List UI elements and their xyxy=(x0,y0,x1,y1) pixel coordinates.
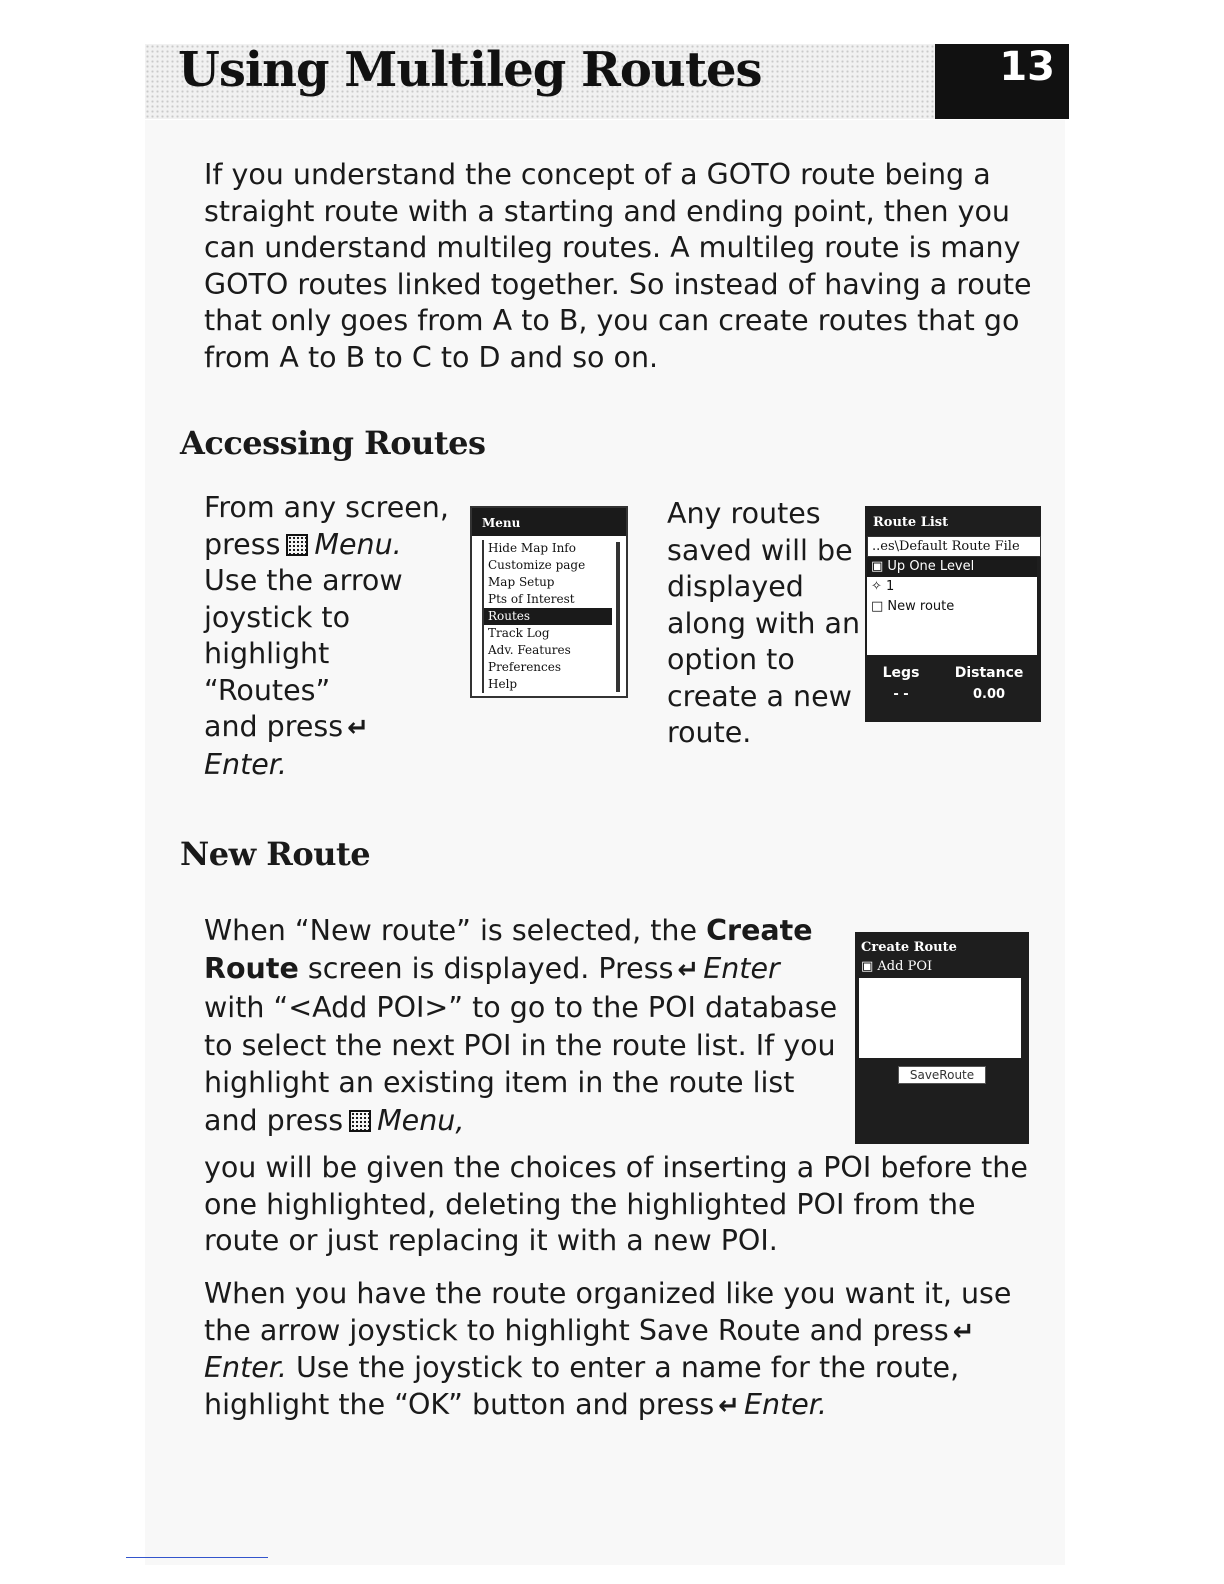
route-list-row-up: ▣ Up One Level xyxy=(867,557,1037,577)
menu-scrollbar xyxy=(616,542,620,692)
menu-title: Menu xyxy=(472,508,626,536)
enter-label: Enter. xyxy=(743,1387,827,1421)
legs-column xyxy=(883,665,920,702)
new-route-paragraph-1b: you will be given the choices of inserting a POI before the one highlighted, deleting the highlighted POI from the route or just replacing it with a new POI. xyxy=(204,1151,1028,1257)
new-route-paragraph-1a xyxy=(204,912,844,1139)
bottom-rule xyxy=(126,1557,268,1558)
accessing-menu: Menu. xyxy=(314,527,402,561)
menu-item: Preferences xyxy=(488,660,562,674)
add-poi-row: ▣ Add POI xyxy=(861,959,933,974)
menu-key-icon xyxy=(286,534,308,556)
menu-item: Map Setup xyxy=(488,575,555,589)
route-list-row-label: 1 xyxy=(886,579,895,594)
menu-item: Hide Map Info xyxy=(488,541,576,555)
legs-value: - - xyxy=(893,687,909,702)
accessing-rest: Use the arrow joystick to highlight “Routes” xyxy=(204,564,403,707)
menu-item: Pts of Interest xyxy=(488,592,575,606)
distance-column xyxy=(955,665,1024,702)
create-route-screenshot xyxy=(855,932,1029,1144)
route-list-row-label: New route xyxy=(887,599,955,614)
route-list-body xyxy=(867,557,1037,655)
route-list-row-new: □ New route xyxy=(871,599,955,614)
intro-paragraph: If you understand the concept of a GOTO route being a straight route with a starting and ending point, then you can understand multileg routes. A multileg route is many GOTO routes linked together. So instead of having a route that only goes from A to B, you can create routes that go from A to B to C to D and so on. xyxy=(204,158,1032,374)
enter-key-icon: ↵ xyxy=(952,1316,975,1347)
menu-screenshot xyxy=(470,506,628,698)
menu-item: Track Log xyxy=(488,626,550,640)
enter-label: Enter. xyxy=(204,1351,287,1384)
menu-item: Help xyxy=(488,677,518,691)
section-heading-new-route: New Route xyxy=(180,835,371,873)
route-list-title: Route List xyxy=(873,515,949,530)
accessing-enter: Enter. xyxy=(204,747,287,781)
new-route-text: screen is displayed. Press xyxy=(307,951,674,985)
save-route-button: SaveRoute xyxy=(898,1066,986,1084)
menu-item: Customize page xyxy=(488,558,586,572)
section-heading-accessing: Accessing Routes xyxy=(180,424,486,462)
new-route-text: with “<Add POI>” to go to the POI database to select the next POI in the route list. If you highlight an existing item in the route list and press xyxy=(204,991,838,1137)
route-list-screenshot xyxy=(865,506,1041,722)
menu-key-icon xyxy=(349,1110,371,1132)
accessing-line1: From any screen, xyxy=(204,491,449,524)
new-route-text: When you have the route organized like you want it, use the arrow joystick to highlight Save Route and press xyxy=(204,1277,1012,1347)
new-route-text: Use the joystick to enter a name for the route, highlight the “OK” button and press xyxy=(204,1351,960,1421)
create-route-title: Create Route xyxy=(861,940,957,955)
create-route-list xyxy=(859,978,1021,1058)
new-route-paragraph-2 xyxy=(204,1276,1034,1424)
route-list-path: ..es\Default Route File xyxy=(867,536,1041,557)
enter-key-icon: ↵ xyxy=(347,713,369,743)
accessing-and-press: and press xyxy=(204,710,344,743)
new-route-text: When “New route” is selected, the xyxy=(204,914,698,947)
create-route-bold: Create Route xyxy=(204,914,813,985)
route-list-footer xyxy=(865,655,1041,702)
page-number-box xyxy=(935,44,1069,119)
page-number: 13 xyxy=(999,44,1055,90)
accessing-paragraph xyxy=(204,490,464,783)
menu-item: Adv. Features xyxy=(488,643,571,657)
distance-label: Distance xyxy=(954,665,1024,681)
menu-item-selected: Routes xyxy=(484,608,612,625)
routes-saved-paragraph: Any routes saved will be displayed along with an option to create a new route. xyxy=(667,497,861,749)
route-list-row-label: Up One Level xyxy=(887,559,975,574)
menu-label: Menu, xyxy=(377,1103,465,1137)
enter-key-icon: ↵ xyxy=(718,1390,740,1421)
add-poi-label: Add POI xyxy=(877,959,933,974)
enter-label: Enter xyxy=(703,951,780,985)
distance-value: 0.00 xyxy=(972,687,1006,702)
route-list-row-route: ✧ 1 xyxy=(871,579,895,594)
page-title: Using Multileg Routes xyxy=(178,42,762,98)
enter-key-icon: ↵ xyxy=(677,954,700,985)
menu-list xyxy=(482,540,612,693)
accessing-press: press xyxy=(204,527,281,561)
legs-label: Legs xyxy=(882,665,920,681)
